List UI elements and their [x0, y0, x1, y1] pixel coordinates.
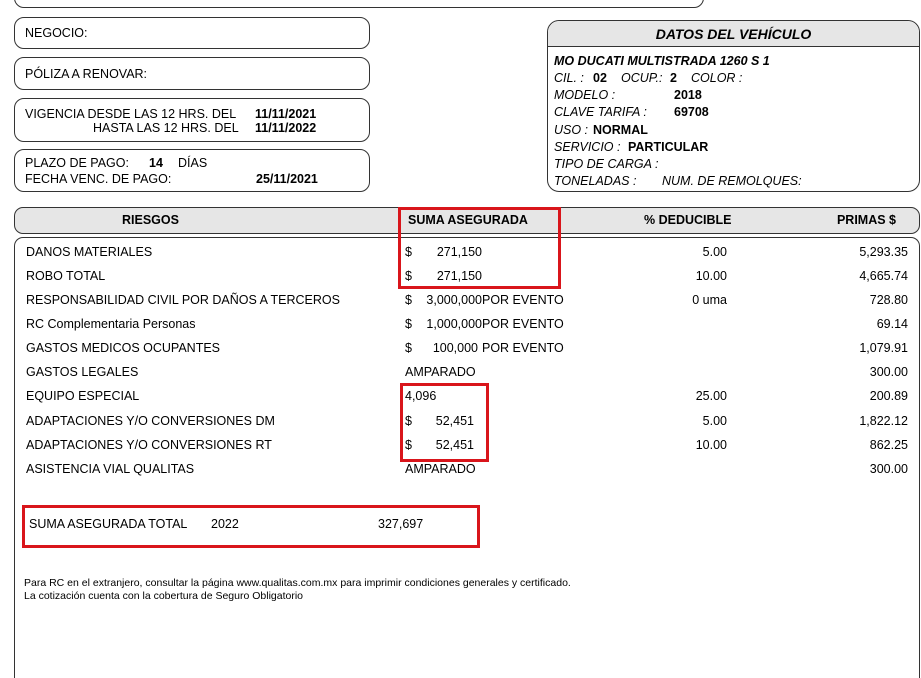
dollar-sign: $: [405, 269, 412, 283]
table-row: [0, 462, 921, 482]
riesgo-cell: GASTOS LEGALES: [26, 365, 139, 379]
cil-label: CIL. :: [554, 71, 584, 85]
prima-cell: 1,079.91: [859, 341, 908, 355]
suma-cell: AMPARADO: [405, 365, 476, 379]
clave-label: CLAVE TARIFA :: [554, 105, 647, 119]
modelo-value: 2018: [674, 88, 702, 102]
dollar-sign: $: [405, 414, 412, 428]
suma-cell: 271,150: [436, 245, 482, 259]
riesgo-cell: ADAPTACIONES Y/O CONVERSIONES DM: [26, 414, 275, 428]
carga-label: TIPO DE CARGA :: [554, 157, 659, 171]
riesgo-cell: GASTOS MEDICOS OCUPANTES: [26, 341, 221, 355]
prima-cell: 300.00: [869, 462, 908, 476]
riesgo-cell: EQUIPO ESPECIAL: [26, 389, 140, 403]
vehicle-description: MO DUCATI MULTISTRADA 1260 S 1: [554, 54, 770, 68]
vigencia-desde-label: VIGENCIA DESDE LAS 12 HRS. DEL: [25, 107, 237, 121]
suma-extra-cell: POR EVENTO: [482, 317, 564, 331]
riesgo-cell: DANOS MATERIALES: [26, 245, 153, 259]
servicio-label: SERVICIO :: [554, 140, 621, 154]
prima-cell: 69.14: [876, 317, 908, 331]
prima-cell: 200.89: [869, 389, 908, 403]
deducible-cell: 25.00: [695, 389, 727, 403]
prima-cell: 5,293.35: [859, 245, 908, 259]
suma-extra-cell: POR EVENTO: [482, 341, 564, 355]
ocup-label: OCUP.:: [621, 71, 663, 85]
deducible-cell: 10.00: [695, 269, 727, 283]
deducible-cell: 10.00: [695, 438, 727, 452]
highlight-suma-asegurada: [398, 207, 561, 289]
negocio-label: NEGOCIO:: [25, 26, 88, 40]
prima-cell: 1,822.12: [859, 414, 908, 428]
suma-cell: 271,150: [436, 269, 482, 283]
modelo-label: MODELO :: [554, 88, 616, 102]
fecha-venc-label: FECHA VENC. DE PAGO:: [25, 172, 172, 186]
plazo-label: PLAZO DE PAGO:: [25, 156, 129, 170]
dollar-sign: $: [405, 438, 412, 452]
riesgo-cell: RC Complementaria Personas: [26, 317, 196, 331]
servicio-value: PARTICULAR: [628, 140, 709, 154]
total-value: 327,697: [378, 517, 424, 531]
highlight-total: [22, 505, 480, 548]
cil-value: 02: [593, 71, 607, 85]
header-riesgos: RIESGOS: [122, 213, 179, 227]
clave-value: 69708: [674, 105, 709, 119]
suma-extra-cell: POR EVENTO: [482, 293, 564, 307]
plazo-unit: DÍAS: [178, 156, 208, 170]
table-row: [0, 365, 921, 385]
dollar-sign: $: [405, 293, 412, 307]
prima-cell: 4,665.74: [859, 269, 908, 283]
suma-cell: 52,451: [435, 438, 474, 452]
prima-cell: 728.80: [869, 293, 908, 307]
header-primas: PRIMAS $: [836, 213, 896, 227]
vehicle-title: DATOS DEL VEHÍCULO: [655, 26, 812, 42]
plazo-value: 14: [149, 156, 163, 170]
suma-cell: 3,000,000: [426, 293, 482, 307]
table-row: [0, 341, 921, 361]
vigencia-desde-value: 11/11/2021: [255, 107, 317, 121]
total-label: SUMA ASEGURADA TOTAL: [29, 517, 188, 531]
suma-cell: 1,000,000: [426, 317, 482, 331]
poliza-label: PÓLIZA A RENOVAR:: [25, 67, 148, 81]
suma-cell: 100,000: [432, 341, 478, 355]
riesgo-cell: ASISTENCIA VIAL QUALITAS: [26, 462, 195, 476]
poliza-box: [14, 57, 370, 90]
dollar-sign: $: [405, 245, 412, 259]
deducible-cell: 5.00: [702, 414, 727, 428]
riesgo-cell: ADAPTACIONES Y/O CONVERSIONES RT: [26, 438, 272, 452]
note-rc-extranjero: Para RC en el extranjero, consultar la página www.qualitas.com.mx para imprimir condiciones generales y certificado.: [24, 577, 571, 589]
uso-label: USO :: [554, 123, 589, 137]
suma-cell: 4,096: [405, 389, 437, 403]
plazo-box: [14, 149, 370, 192]
dollar-sign: $: [405, 341, 412, 355]
toneladas-label: TONELADAS :: [554, 174, 637, 188]
fecha-venc-value: 25/11/2021: [256, 172, 318, 186]
dollar-sign: $: [405, 317, 412, 331]
table-row: [0, 293, 921, 313]
remolques-label: NUM. DE REMOLQUES:: [662, 174, 802, 188]
vehicle-box: [547, 20, 920, 192]
ocup-value: 2: [670, 71, 677, 85]
table-row: [0, 317, 921, 337]
total-year: 2022: [211, 517, 239, 531]
suma-cell: 52,451: [435, 414, 474, 428]
deducible-cell: 0 uma: [692, 293, 727, 307]
note-seguro-obligatorio: La cotización cuenta con la cobertura de Seguro Obligatorio: [24, 590, 304, 602]
prima-cell: 862.25: [869, 438, 908, 452]
uso-value: NORMAL: [593, 123, 648, 137]
deducible-cell: 5.00: [702, 245, 727, 259]
header-suma-asegurada: SUMA ASEGURADA: [408, 213, 528, 227]
prima-cell: 300.00: [869, 365, 908, 379]
vigencia-hasta-value: 11/11/2022: [255, 121, 317, 135]
suma-cell: AMPARADO: [405, 462, 476, 476]
riesgo-cell: ROBO TOTAL: [26, 269, 106, 283]
color-label: COLOR :: [691, 71, 743, 85]
highlight-adaptaciones: [400, 383, 489, 462]
negocio-box: [14, 17, 370, 49]
vigencia-hasta-label: HASTA LAS 12 HRS. DEL: [93, 121, 239, 135]
header-deducible: % DEDUCIBLE: [644, 213, 732, 227]
riesgo-cell: RESPONSABILIDAD CIVIL POR DAÑOS A TERCEROS: [26, 293, 340, 307]
vigencia-box: [14, 98, 370, 142]
top-section-box: [14, 0, 704, 8]
